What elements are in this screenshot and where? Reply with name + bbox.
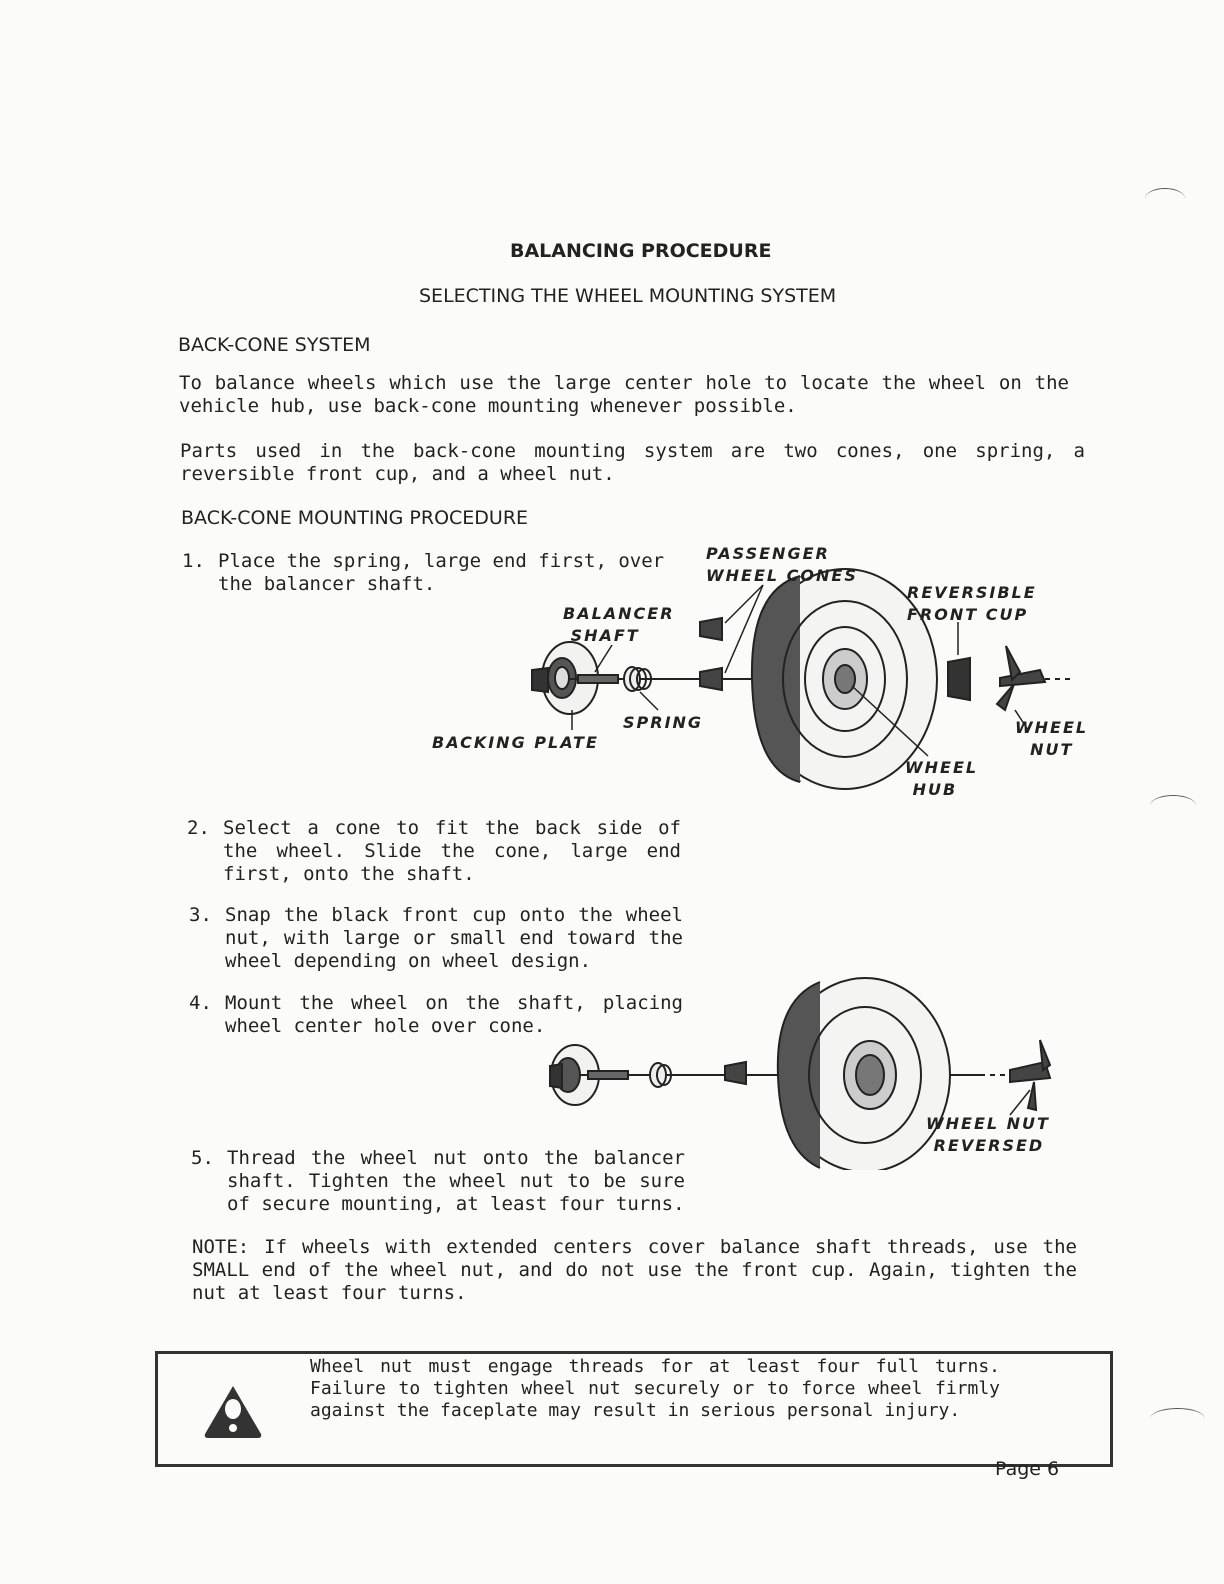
page-title: BALANCING PROCEDURE: [510, 240, 772, 262]
binder-hole-mark: [1145, 188, 1185, 209]
wheel-nut-graphic: [997, 646, 1075, 710]
warning-icon: [202, 1382, 264, 1442]
step-number: 2.: [187, 817, 210, 839]
intro-paragraph-1: To balance wheels which use the large center hole to locate the wheel on the vehicle hub, use back-cone mounting whenever possible.: [179, 372, 1069, 417]
label-balancer-shaft: BALANCER SHAFT: [563, 604, 675, 645]
step-3: [189, 904, 689, 973]
spring-graphic: [624, 667, 651, 691]
label-wheel-hub: WHEEL HUB: [905, 758, 979, 799]
step-text: Select a cone to fit the back side of the wheel. Slide the cone, large end first, onto the shaft.: [223, 817, 681, 885]
step-text: Thread the wheel nut onto the balancer shaft. Tighten the wheel nut to be sure of secure mounting, at least four turns.: [227, 1147, 685, 1215]
step-text: Place the spring, large end first, over the balancer shaft.: [218, 550, 665, 595]
note-paragraph: NOTE: If wheels with extended centers cover balance shaft threads, use the SMALL end of the wheel nut, and do not use the front cup. Again, tighten the nut at least four turns.: [192, 1236, 1077, 1304]
label-wheel-nut: WHEEL NUT: [1015, 718, 1089, 759]
page-subtitle: SELECTING THE WHEEL MOUNTING SYSTEM: [419, 285, 837, 307]
label-backing-plate: BACKING PLATE: [432, 733, 599, 752]
step-text: Mount the wheel on the shaft, placing wheel center hole over cone.: [225, 992, 683, 1037]
binder-hole-mark: [1150, 1408, 1205, 1429]
page-number: Page 6: [995, 1458, 1060, 1480]
cone-graphic: [725, 1062, 746, 1084]
wheel-nut-graphic: [980, 1040, 1050, 1110]
step-text: Snap the black front cup onto the wheel nut, with large or small end toward the wheel depending on wheel design.: [225, 904, 683, 972]
step-number: 1.: [182, 550, 205, 572]
step-number: 5.: [191, 1147, 214, 1169]
wheel-graphic: [778, 978, 950, 1170]
label-passenger-wheel-cones: PASSENGER WHEEL CONES: [706, 544, 858, 585]
step-number: 3.: [189, 904, 212, 926]
intro-paragraph-2: Parts used in the back-cone mounting system are two cones, one spring, a reversible front cup, and a wheel nut.: [180, 440, 1085, 485]
section-heading: BACK-CONE SYSTEM: [178, 334, 371, 356]
cone-graphic: [700, 618, 722, 690]
procedure-heading: BACK-CONE MOUNTING PROCEDURE: [181, 507, 529, 529]
step-2: [187, 817, 687, 886]
front-cup-graphic: [948, 658, 970, 700]
label-spring: SPRING: [623, 713, 704, 732]
warning-box: [155, 1351, 1113, 1467]
step-number: 4.: [189, 992, 212, 1014]
warning-text: Wheel nut must engage threads for at least four full turns. Failure to tighten wheel nut securely or to force wheel firmly against the faceplate may result in serious personal injury.: [310, 1356, 1000, 1421]
label-wheel-nut-reversed: WHEEL NUT REVERSED: [926, 1114, 1050, 1155]
binder-hole-mark: [1150, 795, 1196, 816]
label-reversible-front-cup: REVERSIBLE FRONT CUP: [907, 583, 1037, 624]
